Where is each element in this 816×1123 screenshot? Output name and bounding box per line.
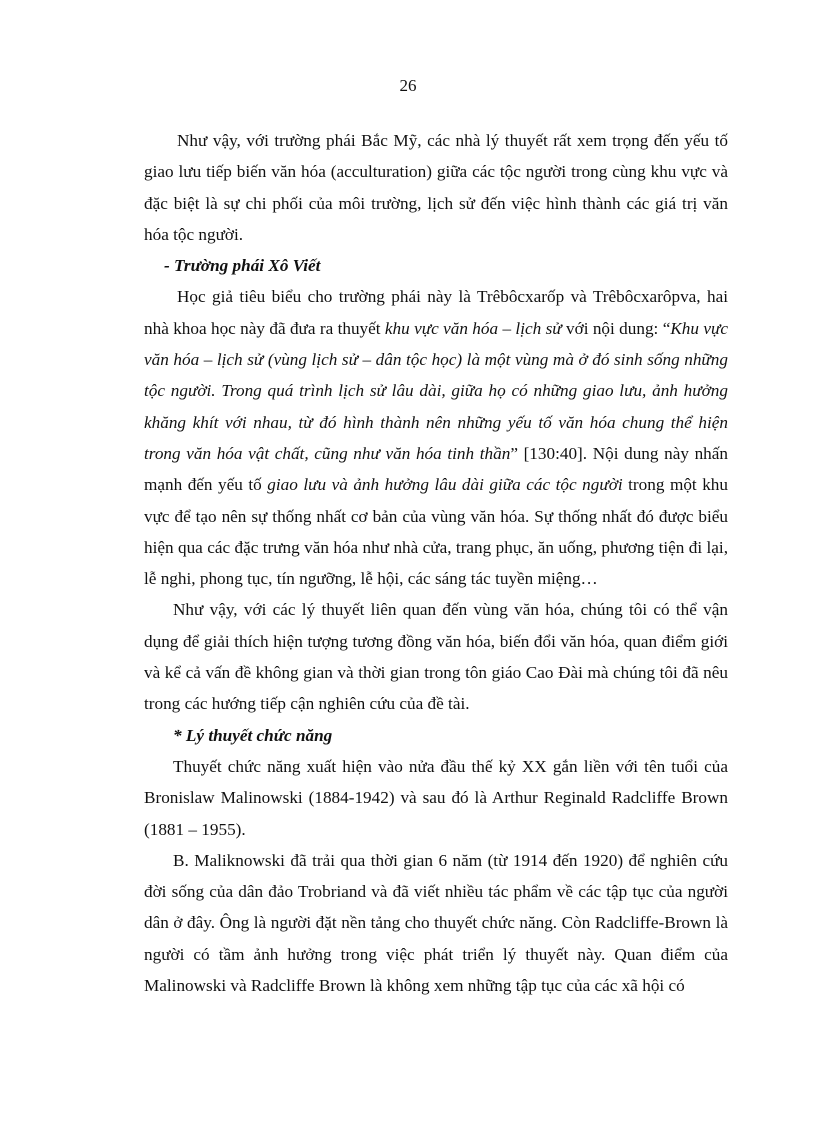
- italic-quote: Khu vực văn hóa – lịch sử (vùng lịch sử – dân tộc học) là một vùng mà ở đó sinh sống những tộc người. Trong quá trình lịch sử lâu dài, giữa họ có những giao lưu, ảnh hưởng khăng khít với nhau, từ đó hình thành nên những yếu tố văn hóa chung thể hiện trong văn hóa vật chất, cũng như văn hóa tinh thần: [144, 318, 728, 463]
- heading-soviet-school: - Trường phái Xô Viết: [164, 256, 321, 276]
- paragraph-soviet-school: [144, 281, 728, 594]
- paragraph-functionalism-origin: Thuyết chức năng xuất hiện vào nửa đầu thế kỷ XX gắn liền với tên tuổi của Bronislaw Malinowski (1884-1942) và sau đó là Arthur Reginald Radcliffe Brown (1881 – 1955).: [144, 756, 728, 839]
- italic-term: giao lưu và ảnh hưởng lâu dài giữa các tộc người: [267, 475, 623, 495]
- heading-functionalism: * Lý thuyết chức năng: [173, 725, 333, 745]
- paragraph-malinowski: B. Maliknowski đã trải qua thời gian 6 năm (từ 1914 đến 1920) để nghiên cứu đời sống của dân đảo Trobriand và đã viết nhiều tác phẩm về các tập tục của người dân ở đây. Ông là người đặt nền tảng cho thuyết chức năng. Còn Radcliffe-Brown là người có tầm ảnh hưởng trong việc phát triển lý thuyết này. Quan điểm của Malinowski và Radcliffe Brown là không xem những tập tục của các xã hội có: [144, 850, 728, 996]
- paragraph-cultural-region-application: Như vậy, với các lý thuyết liên quan đến vùng văn hóa, chúng tôi có thể vận dụng để giải thích hiện tượng tương đồng văn hóa, biến đổi văn hóa, quan điểm giới và kể cả vấn đề không gian và thời gian trong tôn giáo Cao Đài mà chúng tôi đã nêu trong các hướng tiếp cận nghiên cứu của đề tài.: [144, 600, 728, 714]
- page-number: 26: [399, 76, 417, 95]
- text-run: với nội dung: “: [561, 318, 671, 338]
- paragraph-north-american-school: Như vậy, với trường phái Bắc Mỹ, các nhà lý thuyết rất xem trọng đến yếu tố giao lưu tiếp biến văn hóa (acculturation) giữa các tộc người trong cùng khu vực và đặc biệt là sự chi phối của môi trường, lịch sử đến việc hình thành các giá trị văn hóa tộc người.: [144, 131, 728, 244]
- text-run: ” [130:40]. Nội dung này nhấn mạnh đến yếu tố: [144, 443, 728, 495]
- italic-term: khu vực văn hóa – lịch sử: [384, 318, 562, 338]
- text-run: trong một khu vực để tạo nên sự thống nhất cơ bản của vùng văn hóa. Sự thống nhất đó được biểu hiện qua các đặc trưng văn hóa như nhà cửa, trang phục, ăn uống, phương tiện đi lại, lễ nghi, phong tục, tín ngưỡng, lễ hội, các sáng tác tuyền miệng…: [144, 475, 728, 589]
- document-body: [144, 125, 728, 1001]
- text-run: Học giả tiêu biểu cho trường phái này là Trêbôcxarốp và Trêbôcxarôpva, hai nhà khoa học này đã đưa ra thuyết: [144, 287, 728, 338]
